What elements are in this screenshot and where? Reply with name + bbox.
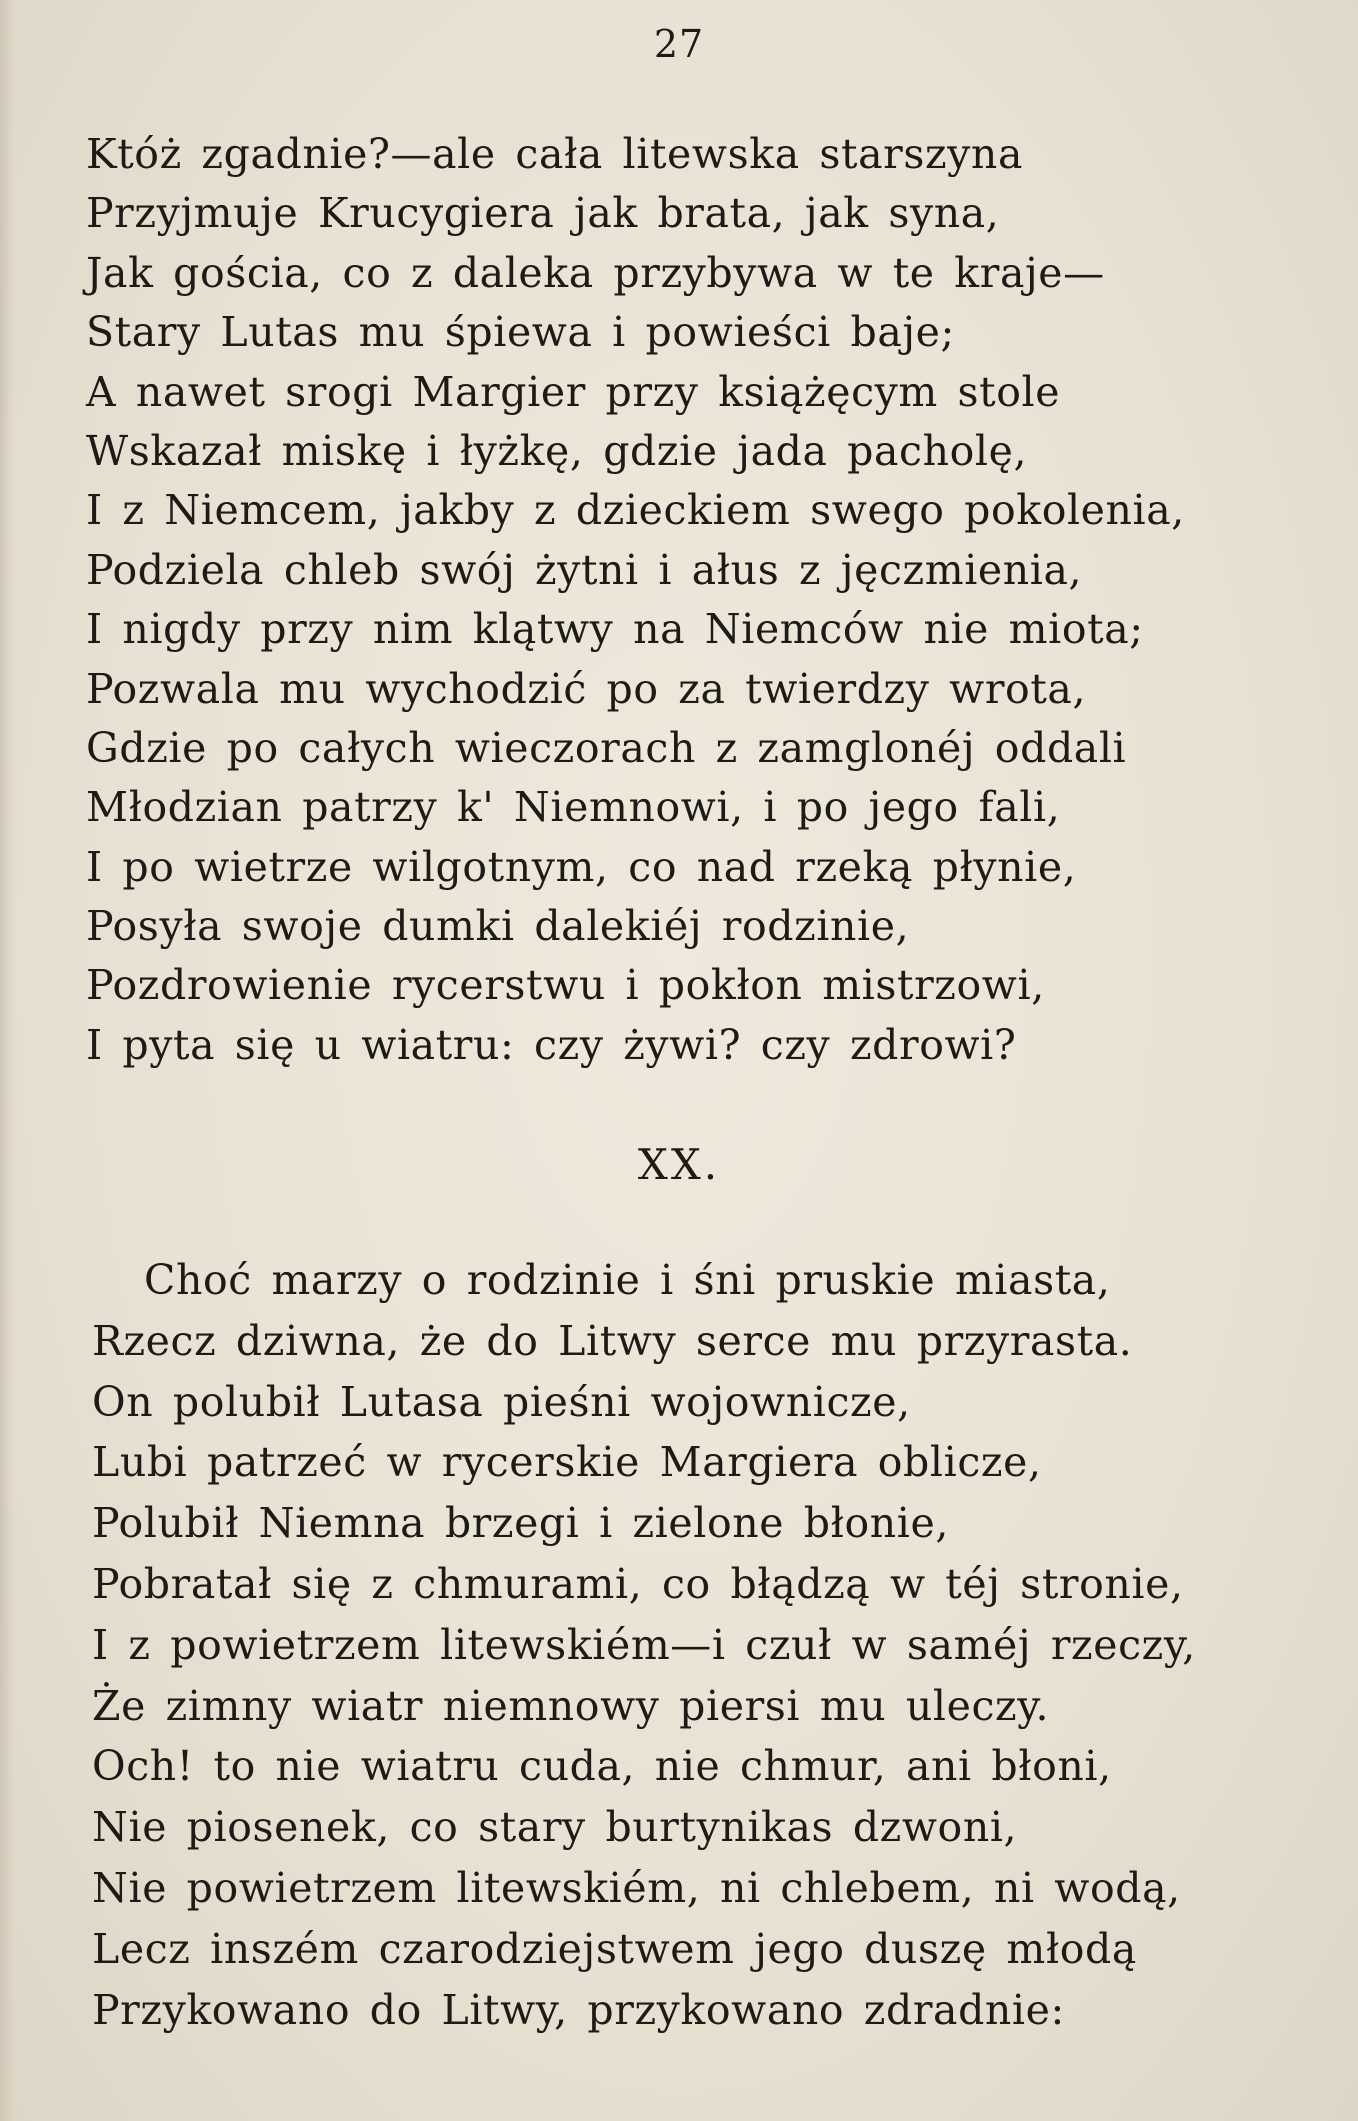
verse-line: I z Niemcem, jakby z dzieckiem swego pokolenia, (86, 486, 1185, 535)
verse-line: Nie powietrzem litewskiém, ni chlebem, ni wodą, (92, 1863, 1181, 1912)
verse-line: I pyta się u wiatru: czy żywi? czy zdrowi? (86, 1020, 1017, 1069)
verse-line: Pozwala mu wychodzić po za twierdzy wrota, (86, 664, 1087, 713)
verse-line: Pozdrowienie rycerstwu i pokłon mistrzowi, (86, 961, 1045, 1010)
verse-line: Podziela chleb swój żytni i ałus z jęczmienia, (86, 545, 1083, 594)
verse-line: Któż zgadnie?—ale cała litewska starszyna (86, 130, 1023, 178)
verse-line: Lecz inszém czarodziejstwem jego duszę młodą (92, 1924, 1137, 1973)
verse-line: Stary Lutas mu śpiewa i powieści baje; (86, 308, 955, 357)
verse-line: Lubi patrzeć w rycerskie Margiera oblicze, (92, 1438, 1042, 1487)
verse-line: Przykowano do Litwy, przykowano zdradnie: (92, 1985, 1065, 2034)
verse-line: Polubił Niemna brzegi i zielone błonie, (92, 1499, 949, 1548)
verse-line: Choć marzy o rodzinie i śni pruskie miasta, (144, 1256, 1111, 1304)
verse-line: On polubił Lutasa pieśni wojownicze, (92, 1377, 911, 1426)
section-heading: XX. (637, 1140, 721, 1189)
page-number: 27 (653, 22, 705, 66)
verse-line: I nigdy przy nim klątwy na Niemców nie miota; (86, 605, 1144, 654)
stanza-1 (86, 125, 1346, 1075)
verse-line: Gdzie po całych wieczorach z zamglonéj oddali (86, 723, 1127, 772)
verse-line: I po wietrze wilgotnym, co nad rzeką płynie, (86, 842, 1077, 891)
verse-line: Jak gościa, co z daleka przybywa w te kraje— (86, 248, 1105, 297)
verse-line: Rzecz dziwna, że do Litwy serce mu przyrasta. (92, 1316, 1133, 1365)
verse-line: Że zimny wiatr niemnowy piersi mu uleczy. (92, 1681, 1050, 1730)
stanza-2 (92, 1250, 1352, 2040)
verse-line: Nie piosenek, co stary burtynikas dzwoni, (92, 1803, 1018, 1852)
verse-line: Posyła swoje dumki dalekiéj rodzinie, (86, 902, 910, 951)
verse-line: Przyjmuje Krucygiera jak brata, jak syna, (86, 189, 1000, 238)
verse-line: Och! to nie wiatru cuda, nie chmur, ani błoni, (92, 1742, 1112, 1791)
verse-line: Młodzian patrzy k' Niemnowi, i po jego fali, (86, 783, 1061, 832)
verse-line: Wskazał miskę i łyżkę, gdzie jada pacholę, (86, 426, 1028, 475)
page-edge-shadow (0, 0, 14, 2121)
verse-line: A nawet srogi Margier przy książęcym stole (86, 367, 1061, 416)
verse-line: Pobratał się z chmurami, co błądzą w téj stronie, (92, 1559, 1184, 1608)
verse-line: I z powietrzem litewskiém—i czuł w saméj rzeczy, (92, 1620, 1196, 1669)
